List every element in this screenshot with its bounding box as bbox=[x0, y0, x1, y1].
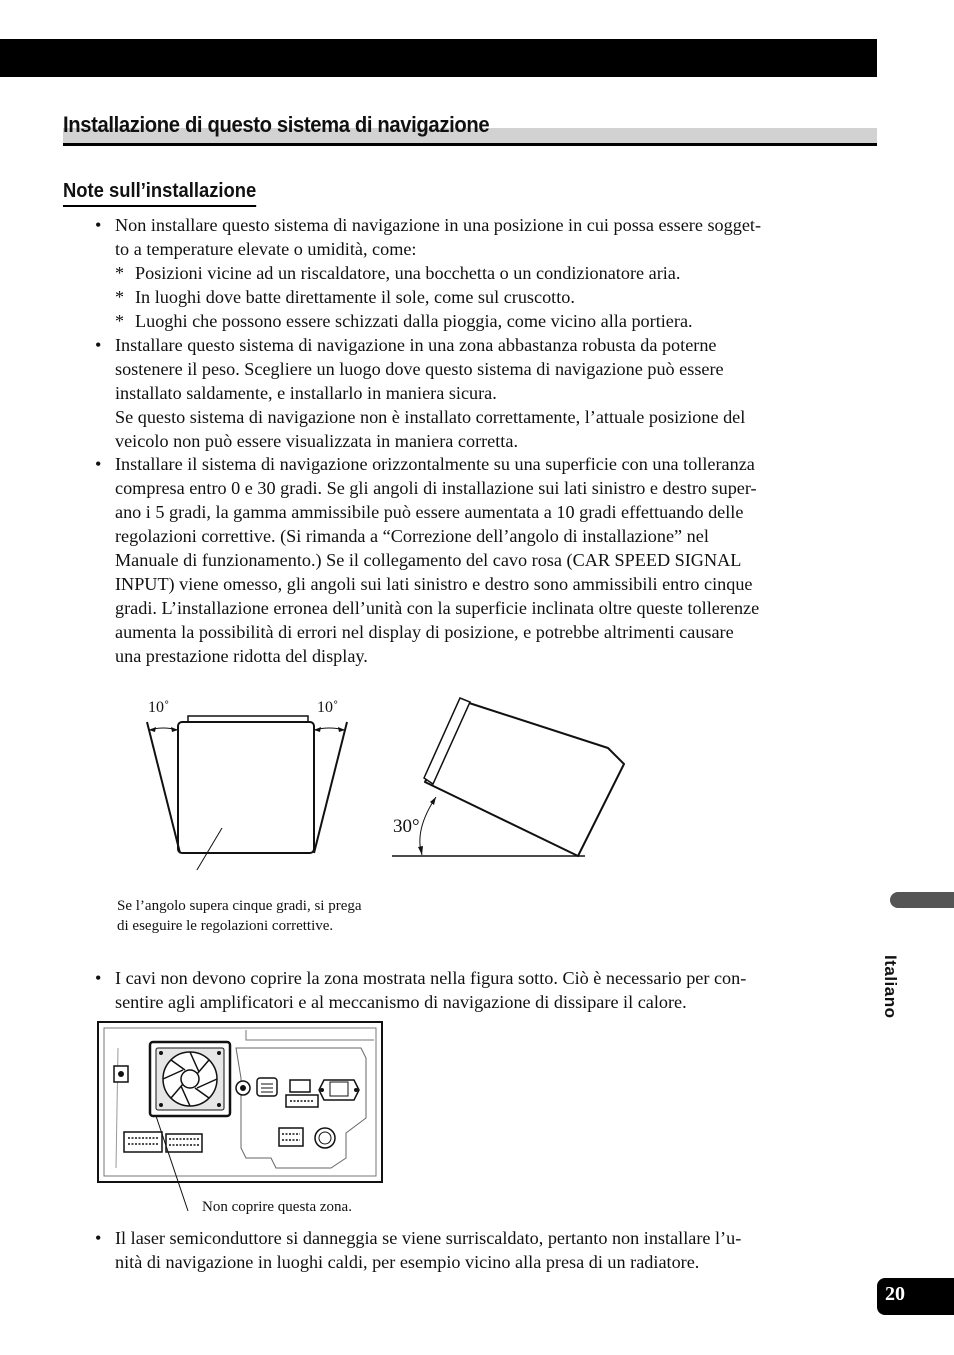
bullet-cable-clearance bbox=[95, 966, 845, 1014]
left-tolerance-line bbox=[147, 722, 180, 853]
sub-item: * In luoghi dove batte direttamente il sole, come sul cruscotto. bbox=[115, 287, 575, 307]
text-line: Se questo sistema di navigazione non è installato correttamente, l’attuale posizione del bbox=[115, 407, 746, 427]
left-angle-arrow bbox=[149, 727, 178, 732]
bullet-marker: • bbox=[95, 215, 102, 235]
bullet-marker: • bbox=[95, 335, 102, 355]
bullet-marker: • bbox=[95, 1228, 102, 1248]
language-tab bbox=[890, 892, 954, 908]
power-connector bbox=[124, 1132, 162, 1152]
language-label: Italiano bbox=[881, 955, 900, 1019]
text-line: Manuale di funzionamento.) Se il collegamento del cavo rosa (CAR SPEED SIGNAL bbox=[115, 550, 742, 570]
top-header-bar bbox=[0, 39, 877, 77]
text-line: Il laser semiconduttore si danneggia se viene surriscaldato, pertanto non installare l’u- bbox=[115, 1228, 742, 1248]
caption-line: Se l’angolo supera cinque gradi, si prega bbox=[117, 898, 362, 914]
text-line: gradi. L’installazione erronea dell’unità con la superficie inclinata oltre queste tollerenze bbox=[115, 598, 760, 618]
rear-panel-diagram bbox=[96, 1018, 386, 1218]
fan-area bbox=[150, 1042, 230, 1116]
text-line: INPUT) viene omesso, gli angoli sui lati sinistro e destro sono ammissibili entro cinque bbox=[115, 574, 753, 594]
mounting-angle-diagram bbox=[100, 690, 660, 870]
bullet-laser-heat bbox=[95, 1226, 845, 1274]
text-line: ano i 5 gradi, la gamma ammissibile può essere aumentata a 10 gradi effettuando delle bbox=[115, 502, 744, 522]
tilted-unit bbox=[392, 698, 624, 856]
lower-connector bbox=[279, 1128, 303, 1146]
angle-caption bbox=[117, 896, 362, 936]
page-number: 20 bbox=[885, 1283, 905, 1305]
aux-connector bbox=[166, 1134, 202, 1152]
square-connector bbox=[257, 1078, 277, 1096]
subsection-title: Note sull’installazione bbox=[63, 180, 256, 207]
text-line: Installare il sistema di navigazione orizzontalmente su una superficie con una tolleranza bbox=[115, 454, 755, 474]
tilt-angle-arrow bbox=[418, 797, 436, 855]
text-line: regolazioni correttive. (Si rimanda a “Correzione dell’angolo di installazione” nel bbox=[115, 526, 709, 546]
text-line: to a temperature elevate o umidità, come: bbox=[115, 239, 417, 259]
section-title: Installazione di questo sistema di navigazione bbox=[63, 112, 490, 137]
text-line: installato saldamente, e installarlo in maniera sicura. bbox=[115, 383, 497, 403]
text-line: Non installare questo sistema di navigazione in una posizione in cui possa essere sogget- bbox=[115, 215, 762, 235]
bullet-marker: • bbox=[95, 968, 102, 988]
text-line: una prestazione ridotta del display. bbox=[115, 646, 368, 666]
bullet-sturdy-location bbox=[95, 333, 845, 453]
sub-item: * Luoghi che possono essere schizzati dalla pioggia, come vicino alla portiera. bbox=[115, 311, 693, 331]
text-line: veicolo non può essere visualizzata in maniera corretta. bbox=[115, 431, 518, 451]
bullet-heat-humidity bbox=[95, 213, 845, 333]
text-line: Installare questo sistema di navigazione in una zona abbastanza robusta da poterne bbox=[115, 335, 717, 355]
caption-line: di eseguire le regolazioni correttive. bbox=[117, 918, 334, 934]
right-angle-arrow bbox=[314, 727, 345, 732]
sub-item: * Posizioni vicine ad un riscaldatore, una bocchetta o un condizionatore aria. bbox=[115, 263, 681, 283]
text-line: compresa entro 0 e 30 gradi. Se gli angoli di installazione sui lati sinistro e destro super- bbox=[115, 478, 757, 498]
left-angle-label: 10˚ bbox=[148, 699, 170, 716]
fan-caption: Non coprire questa zona. bbox=[202, 1199, 352, 1215]
text-line: sentire agli amplificatori e al meccanismo di navigazione di dissipare il calore. bbox=[115, 992, 687, 1012]
text-line: sostenere il peso. Scegliere un luogo dove questo sistema di navigazione può essere bbox=[115, 359, 724, 379]
section-heading bbox=[63, 112, 877, 146]
text-line: I cavi non devono coprire la zona mostrata nella figura sotto. Ciò è necessario per con- bbox=[115, 968, 747, 988]
page-number-badge bbox=[877, 1278, 954, 1315]
heading-rule bbox=[63, 143, 877, 146]
front-view-unit bbox=[178, 716, 314, 853]
right-tolerance-line bbox=[314, 722, 347, 853]
small-connector bbox=[290, 1080, 310, 1092]
bullet-marker: • bbox=[95, 454, 102, 474]
tilt-angle-label: 30° bbox=[393, 816, 420, 837]
large-round-jack bbox=[315, 1128, 335, 1148]
bullet-horizontal-mounting bbox=[95, 452, 845, 668]
text-line: aumenta la possibilità di errori nel display di posizione, e potrebbe altrimenti causare bbox=[115, 622, 734, 642]
right-angle-label: 10˚ bbox=[317, 699, 339, 716]
text-line: nità di navigazione in luoghi caldi, per esempio vicino alla presa di un radiatore. bbox=[115, 1252, 700, 1272]
